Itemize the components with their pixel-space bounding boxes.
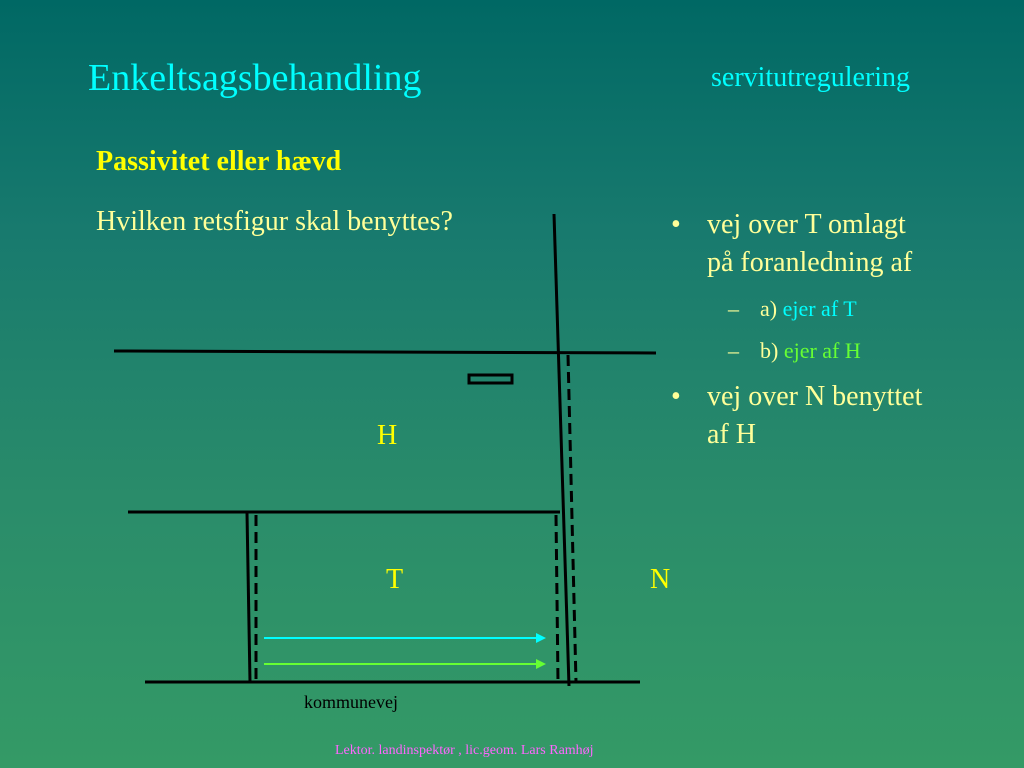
bullet-line: vej over T omlagt bbox=[707, 209, 906, 240]
boundary-line-top bbox=[114, 351, 656, 353]
subitem-prefix: a) bbox=[760, 296, 783, 321]
label-n: N bbox=[650, 564, 671, 595]
subitem-b bbox=[728, 338, 861, 364]
dashed-road-n bbox=[568, 355, 576, 682]
subitem-prefix: b) bbox=[760, 338, 784, 363]
t-left-boundary bbox=[247, 513, 250, 682]
footer-credit: Lektor. landinspektør , lic.geom. Lars Ramhøj bbox=[335, 743, 594, 758]
road-label: kommunevej bbox=[304, 692, 398, 712]
dash-icon: – bbox=[728, 338, 739, 363]
bullet-line: på foranledning af bbox=[707, 247, 913, 278]
bullet-dot-icon: • bbox=[671, 381, 681, 412]
bullet-dot-icon: • bbox=[671, 209, 681, 240]
bullet-item-1 bbox=[671, 206, 913, 282]
slide-title: Enkeltsagsbehandling bbox=[88, 57, 422, 99]
boundary-line-vertical bbox=[554, 214, 569, 686]
bullet-line: af H bbox=[707, 419, 756, 450]
slide-subtitle: servitutregulering bbox=[711, 62, 911, 93]
question-text: Hvilken retsfigur skal benyttes? bbox=[96, 206, 453, 237]
subitem-highlight: ejer af H bbox=[783, 338, 861, 363]
arrow-bottom-head bbox=[536, 659, 546, 669]
bullet-item-2 bbox=[671, 378, 923, 454]
dash-icon: – bbox=[728, 296, 739, 321]
building-icon bbox=[469, 375, 512, 383]
section-heading: Passivitet eller hævd bbox=[96, 146, 342, 177]
dashed-road-t-right bbox=[556, 515, 558, 682]
subitem-highlight: ejer af T bbox=[782, 296, 857, 321]
label-t: T bbox=[386, 564, 404, 595]
bullet-line: vej over N benyttet bbox=[707, 381, 923, 412]
arrow-top-head bbox=[536, 633, 546, 643]
label-h: H bbox=[377, 420, 398, 451]
subitem-a bbox=[728, 296, 857, 322]
